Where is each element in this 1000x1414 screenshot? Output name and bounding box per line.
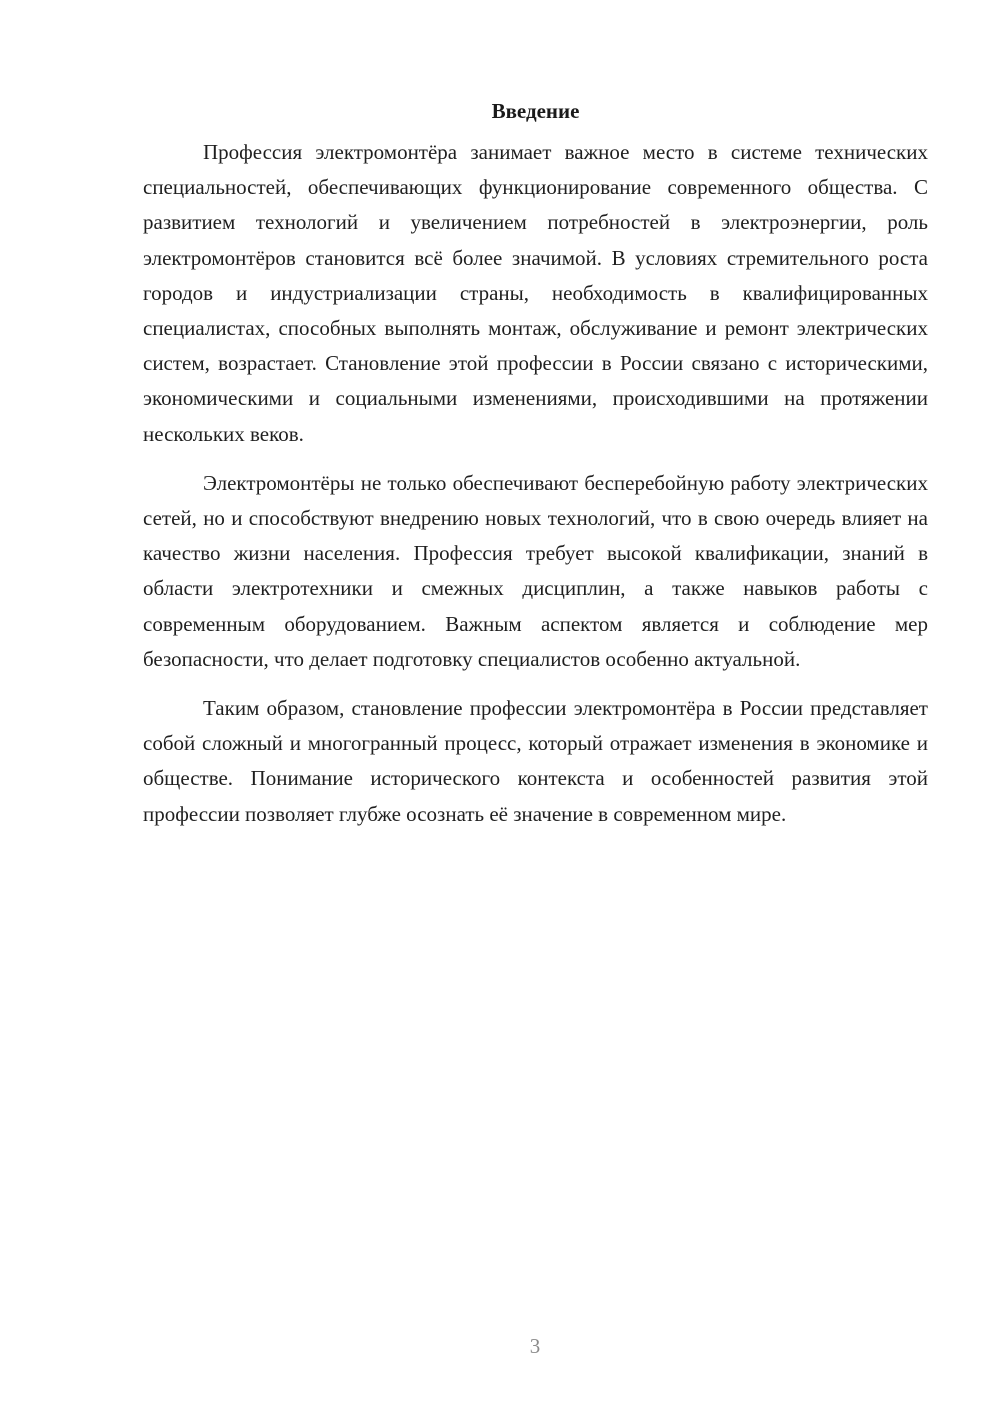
paragraph-2: Электромонтёры не только обеспечивают бесперебойную работу электрических сетей, но и способствуют внедрению новых технологий, что в свою очередь влияет на качество жизни населения. Профессия требует высокой квалификации, знаний в области электротехники и смежных дисциплин, а также навыков работы с современным оборудованием. Важным аспектом является и соблюдение мер безопасности, что делает подготовку специалистов особенно актуальной. bbox=[143, 470, 928, 671]
paragraph-1: Профессия электромонтёра занимает важное место в системе технических специальностей, обеспечивающих функционирование современного общества. С развитием технологий и увеличением потребностей в электроэнергии, роль электромонтёров становится всё более значимой. В условиях стремительного роста городов и индустриализации страны, необходимость в квалифицированных специалистах, способных выполнять монтаж, обслуживание и ремонт электрических систем, возрастает. Становление этой профессии в России связано с историческими, экономическими и социальными изменениями, происходившими на протяжении нескольких веков. bbox=[143, 140, 928, 446]
paragraph-3: Таким образом, становление профессии электромонтёра в России представляет собой сложный и многогранный процесс, который отражает изменения в экономике и обществе. Понимание исторического контекста и особенностей развития этой профессии позволяет глубже осознать её значение в современном мире. bbox=[143, 696, 928, 826]
page-number: 3 bbox=[529, 1334, 541, 1358]
page-content bbox=[143, 94, 928, 846]
section-heading: Введение bbox=[491, 99, 580, 123]
